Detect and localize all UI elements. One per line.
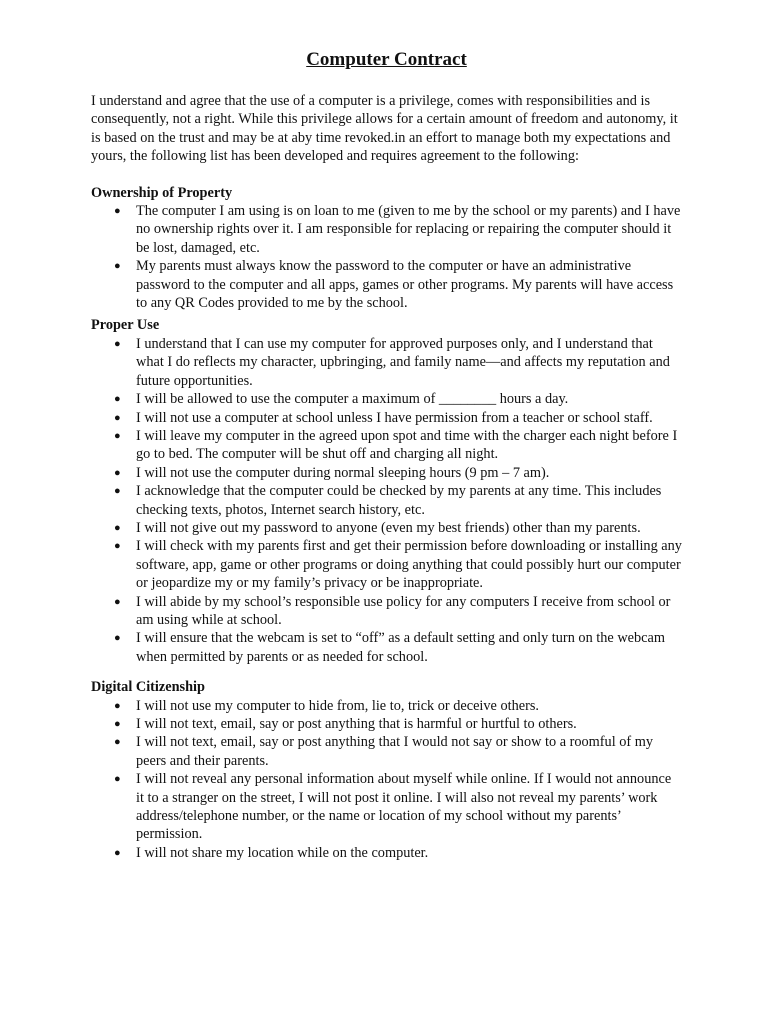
bullet-icon: ● — [114, 736, 121, 749]
list-item: ● I will not text, email, say or post anything that is harmful or hurtful to others. — [114, 716, 577, 732]
list-item: ● I will abide by my school’s responsible use policy for any computers I receive from school or am using while at school. — [114, 593, 671, 628]
intro-paragraph: I understand and agree that the use of a computer is a privilege, comes with responsibilities and is consequently, not a right. While this privilege allows for a certain amount of freedom and autonomy, it is based on the trust and may be at aby time revoked.in an effort to manage both my expectations and yours, the following list has been developed and requires agreement to the following: — [91, 93, 678, 165]
bullet-icon: ● — [114, 521, 121, 534]
section-digital-citizenship — [91, 678, 682, 862]
bullet-icon: ● — [114, 632, 121, 645]
page-title: Computer Contract — [306, 49, 467, 70]
list-item: ● I will not give out my password to anyone (even my best friends) other than my parents. — [114, 519, 641, 536]
list-item: ● I understand that I can use my computer for approved purposes only, and I understand that what I do reflects my character, upbringing, and family name—and affects my reputation and future opportunities. — [114, 335, 670, 389]
bullet-icon: ● — [114, 429, 121, 442]
section-heading: Digital Citizenship — [91, 679, 205, 696]
bullet-icon: ● — [114, 411, 121, 424]
bullet-icon: ● — [114, 718, 121, 730]
list-item: ● I will check with my parents first and get their permission before downloading or installing any software, app, game or other programs or doing anything that could possibly hurt our computer or jeopardize my or my family’s privacy or be inappropriate. — [114, 538, 682, 592]
bullet-list — [91, 697, 682, 863]
bullet-icon: ● — [114, 466, 121, 479]
bullet-icon: ● — [114, 773, 121, 786]
list-item: ● I will not use a computer at school unless I have permission from a teacher or school staff. — [114, 409, 653, 426]
list-item: ● I will not reveal any personal information about myself while online. If I would not announce it to a stranger on the street, I will not post it online. I will also not reveal my parents’ work address/telephone number, or the name or location of my school without my parents’ permission. — [114, 771, 672, 843]
bullet-icon: ● — [114, 205, 121, 218]
bullet-icon: ● — [114, 393, 121, 406]
bullet-icon: ● — [114, 540, 121, 553]
bullet-list — [91, 202, 682, 312]
list-item: ● The computer I am using is on loan to me (given to me by the school or my parents) and I have no ownership rights over it. I am responsible for replacing or repairing the computer should it be lost, damaged, etc. — [114, 203, 681, 256]
section-heading: Proper Use — [91, 317, 160, 334]
list-item: ● I will not use my computer to hide from, lie to, trick or deceive others. — [114, 697, 539, 714]
list-item: ● I will not share my location while on the computer. — [114, 844, 429, 861]
list-item: ● I will not use the computer during normal sleeping hours (9 pm – 7 am). — [114, 464, 550, 481]
list-item: ● I will ensure that the webcam is set to “off” as a default setting and only turn on the webcam when permitted by parents or as needed for school. — [114, 630, 665, 665]
section-ownership — [91, 184, 682, 313]
list-item: ● I will not text, email, say or post anything that I would not say or show to a roomful of my peers and their parents. — [114, 734, 653, 769]
section-heading: Ownership of Property — [91, 184, 233, 201]
list-item: ● I will leave my computer in the agreed upon spot and time with the charger each night before I go to bed. The computer will be shut off and charging all night. — [114, 427, 678, 463]
bullet-icon: ● — [114, 260, 121, 273]
bullet-icon: ● — [114, 485, 121, 498]
bullet-list — [91, 335, 682, 666]
list-item: ● I will be allowed to use the computer a maximum of ________ hours a day. — [114, 391, 569, 408]
bullet-icon: ● — [114, 699, 121, 712]
bullet-icon: ● — [114, 337, 121, 350]
section-proper-use — [91, 316, 682, 666]
bullet-icon: ● — [114, 595, 121, 608]
bullet-icon: ● — [114, 846, 121, 859]
list-item: ● I acknowledge that the computer could be checked by my parents at any time. This includes checking texts, photos, Internet search history, etc. — [114, 483, 662, 518]
list-item: ● My parents must always know the password to the computer or have an administrative password to the computer and all apps, games or other programs. My parents will have access to any QR Codes provided to me by the school. — [114, 258, 674, 312]
